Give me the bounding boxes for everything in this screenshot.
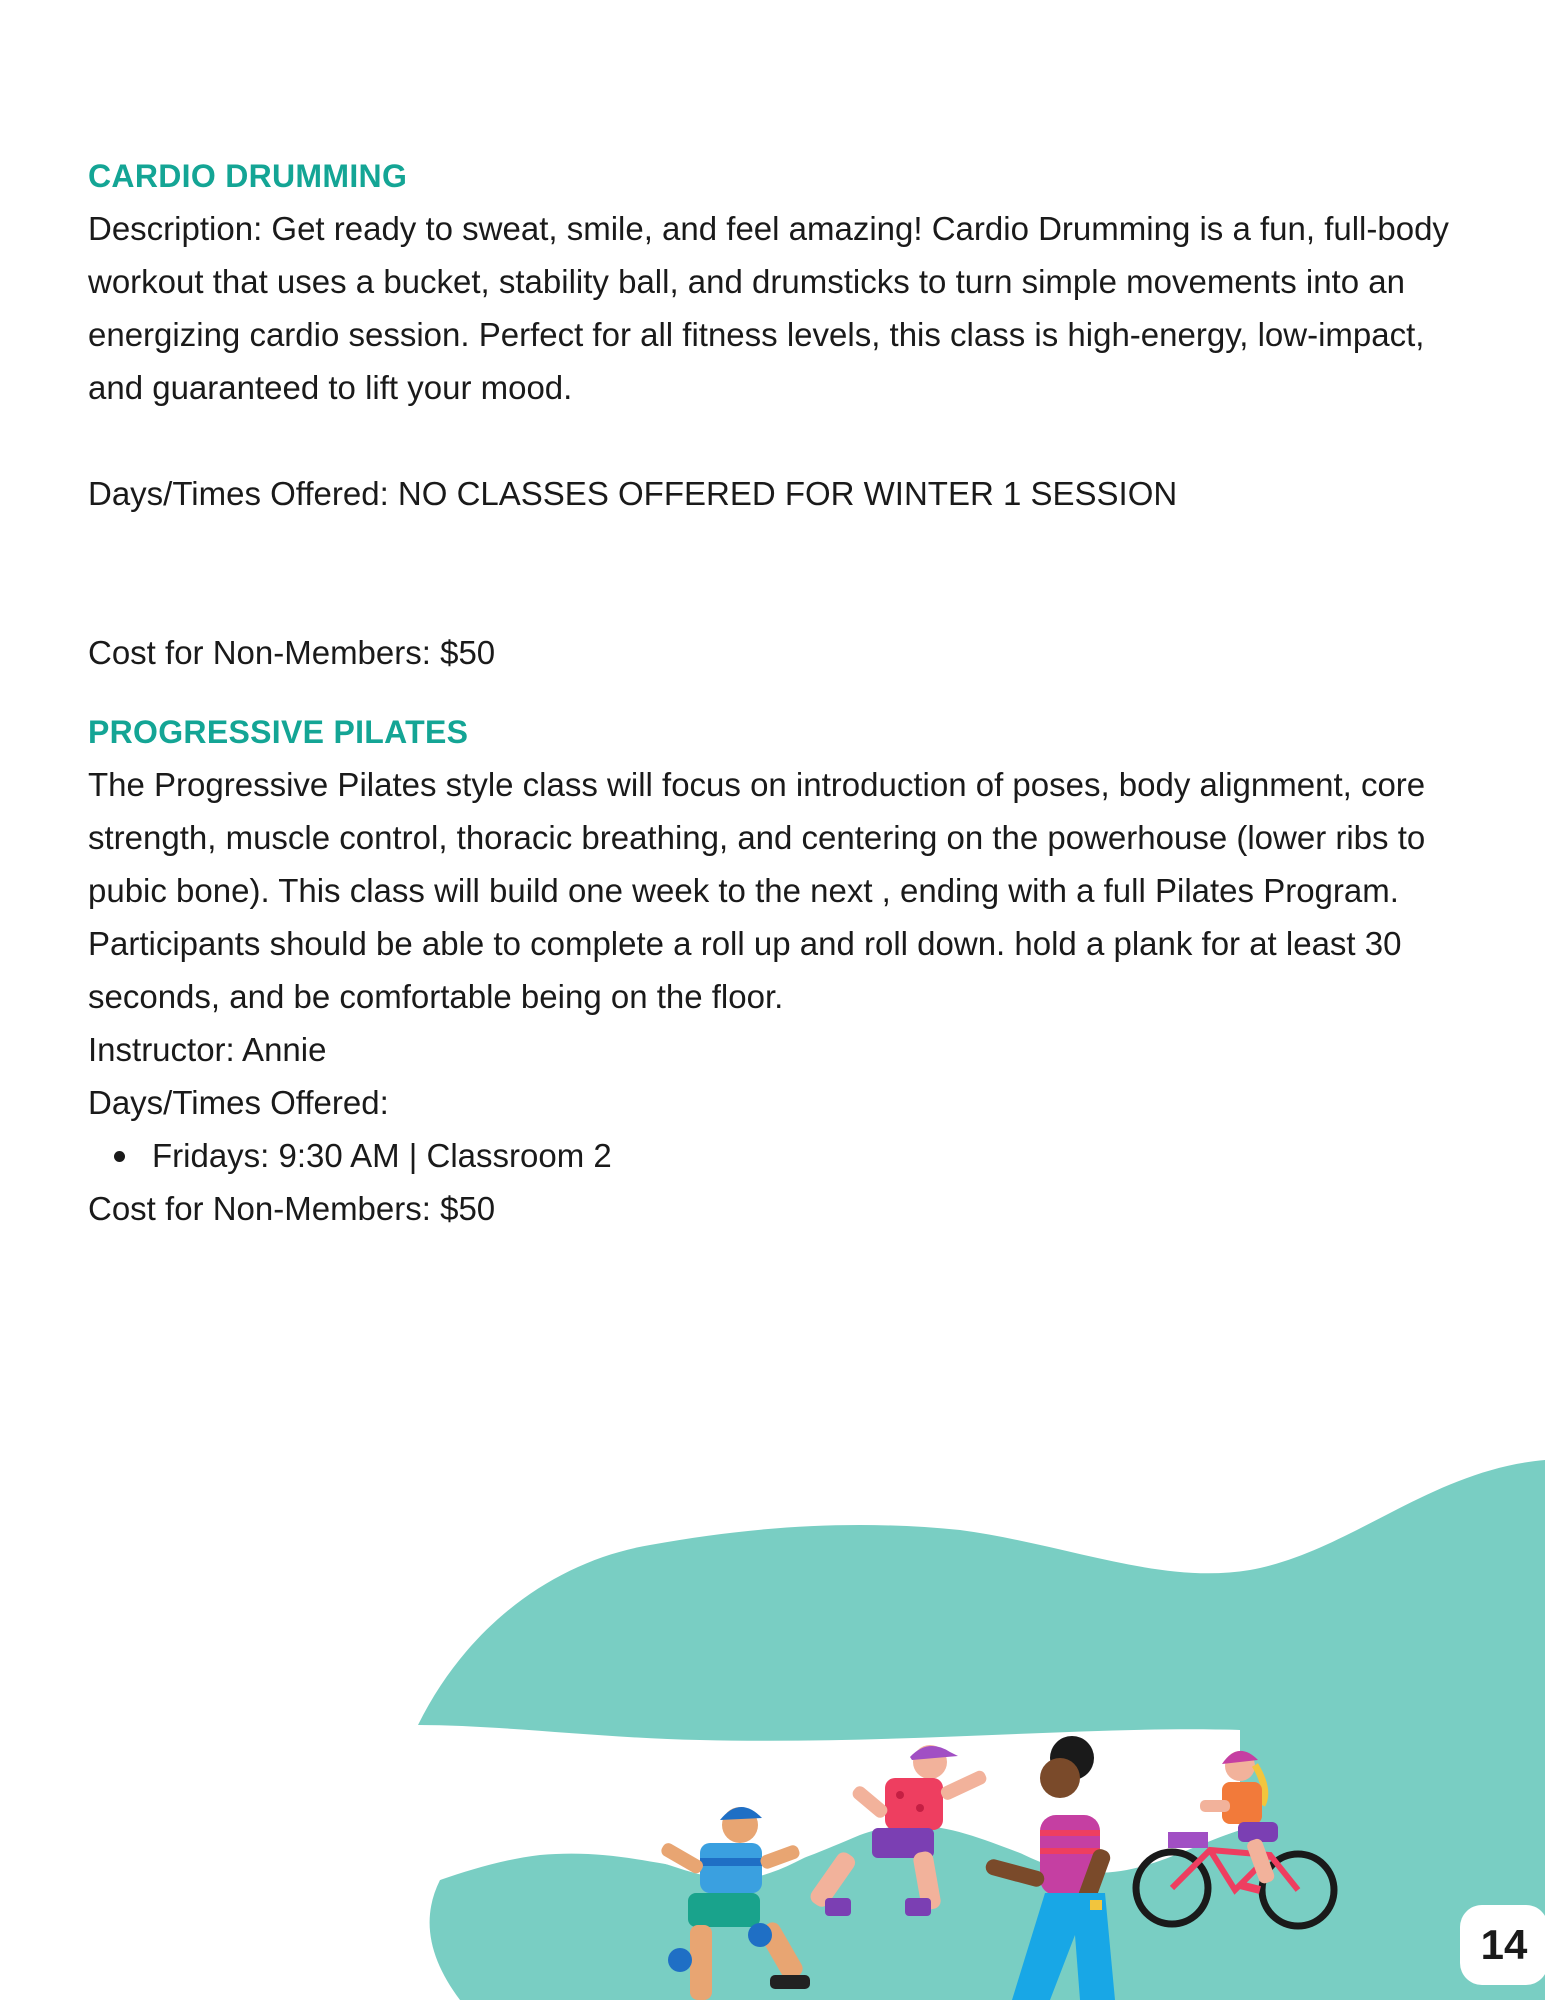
instructor: Instructor: Annie: [88, 1031, 327, 1068]
page-number: 14: [1460, 1905, 1545, 1985]
section-description: The Progressive Pilates style class will focus on introduction of poses, body alignment, core strength, muscle control, thoracic breathing, and centering on the powerhouse (lower ribs to pubic bone). This class will build one week to the next , ending with a full Pilates Program. Participants should be able to complete a roll up and roll down. hold a plank for at least 30 seconds, and be comfortable being on the floor.: [88, 766, 1426, 1015]
teal-wave: [418, 1460, 1545, 2000]
schedule-item-text: Fridays: 9:30 AM | Classroom 2: [152, 1137, 612, 1174]
non-member-cost: Cost for Non-Members: $50: [88, 634, 496, 671]
section-description: Description: Get ready to sweat, smile, and feel amazing! Cardio Drumming is a fun, full-body workout that uses a bucket, stability ball, and drumsticks to turn simple movements into an energizing cardio session. Perfect for all fitness levels, this class is high-energy, low-impact, and guaranteed to lift your mood.: [88, 210, 1449, 406]
days-times-offered: Days/Times Offered: NO CLASSES OFFERED FOR WINTER 1 SESSION: [88, 475, 1178, 512]
section-title: PROGRESSIVE PILATES: [88, 714, 469, 750]
section-title: CARDIO DRUMMING: [88, 158, 408, 194]
days-times-label: Days/Times Offered:: [88, 1084, 389, 1121]
non-member-cost: Cost for Non-Members: $50: [88, 1190, 496, 1227]
